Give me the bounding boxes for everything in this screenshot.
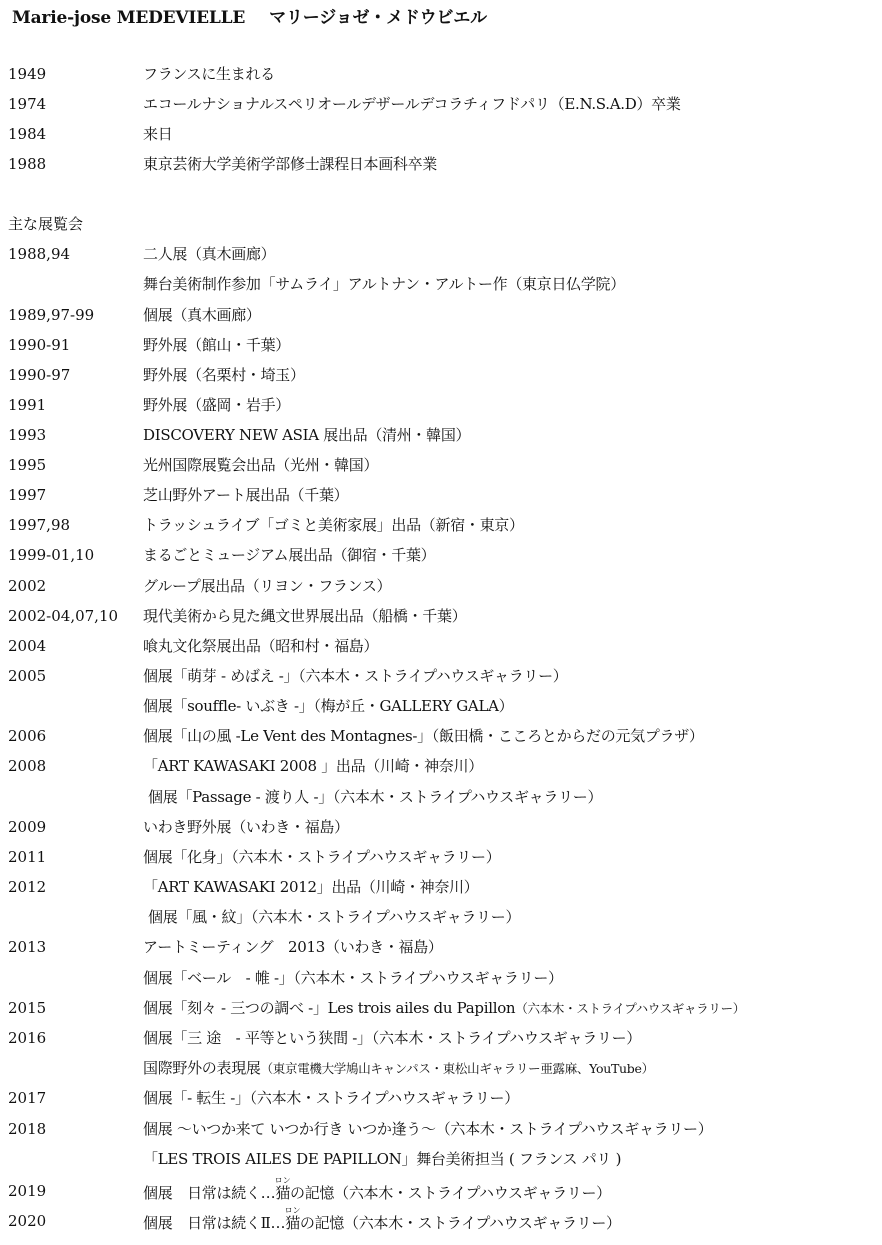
exhibition-year: 1988,94 [8,245,71,263]
exhibition-row [0,721,882,751]
exhibition-year: 2006 [8,727,47,745]
exhibition-text: 「LES TROIS AILES DE PAPILLON」舞台美術担当 ( フランス パリ ) [143,1150,622,1168]
exhibition-text: 現代美術から見た縄文世界展出品（船橋・千葉） [143,607,467,625]
exhibition-text: 舞台美術制作参加「サムライ」アルトナン・アルトー作（東京日仏学院） [143,275,625,293]
exhibition-row [0,390,882,420]
exhibition-row [0,631,882,661]
bio-year: 1974 [8,95,47,113]
ruby-base: 猫 [274,1184,291,1202]
exhibition-year: 2002 [8,577,47,595]
exhibition-year: 2011 [8,848,47,866]
exhibition-row [0,360,882,390]
exhibition-text: いわき野外展（いわき・福島） [143,818,349,836]
exhibition-text: トラッシュライブ「ゴミと美術家展」出品（新宿・東京） [143,516,524,534]
exhibition-text: 野外展（館山・千葉） [143,336,291,354]
exhibition-year: 1999-01,10 [8,546,95,564]
exhibition-text: 「ART KAWASAKI 2012」出品（川崎・神奈川） [143,878,479,896]
exhibition-year: 2017 [8,1089,47,1107]
exhibition-year: 2009 [8,818,47,836]
exhibition-row [0,1083,882,1113]
exhibition-row [0,269,882,299]
exhibition-year: 2005 [8,667,47,685]
exhibition-text: 個展 ～いつか来て いつか行き いつか逢う～（六本木・ストライプハウスギャラリー） [143,1120,713,1138]
ruby-base: 猫 [284,1214,301,1232]
exhibition-text-before: 個展 日常は続くⅡ… [143,1214,286,1232]
exhibition-text: 個展「三 途 - 平等という狭間 -」（六本木・ストライプハウスギャラリー） [143,1029,641,1047]
bio-row [0,59,882,89]
exhibition-year: 2008 [8,757,47,775]
exhibition-row [0,480,882,510]
exhibition-row [0,601,882,631]
exhibition-year: 1993 [8,426,47,444]
exhibition-year: 2004 [8,637,47,655]
bio-row [0,89,882,119]
exhibition-text: 個展「- 転生 -」（六本木・ストライプハウスギャラリー） [143,1089,519,1107]
exhibition-row [0,902,882,932]
exhibition-text-after: の記憶（六本木・ストライプハウスギャラリー） [290,1184,611,1202]
exhibition-year: 1997 [8,486,47,504]
exhibition-row [0,239,882,269]
exhibition-year: 2018 [8,1120,47,1138]
exhibition-text: 個展「風・紋」（六本木・ストライプハウスギャラリー） [148,908,521,926]
exhibition-year: 1995 [8,456,47,474]
exhibition-text: 個展「souffle- いぶき -」（梅が丘・GALLERY GALA） [143,697,514,715]
exhibition-text: 芝山野外アート展出品（千葉） [143,486,349,504]
bio-text: 東京芸術大学美術学部修士課程日本画科卒業 [143,155,438,173]
ruby-reading: ロン [284,1206,301,1215]
exhibition-row [0,1206,882,1236]
exhibition-text: 光州国際展覧会出品（光州・韓国） [143,456,379,474]
exhibition-row [0,782,882,812]
exhibition-row [0,450,882,480]
exhibition-text [143,993,745,1024]
exhibition-text: 二人展（真木画廊） [143,245,276,263]
exhibition-text-main: 個展「刻々 - 三つの調べ -」Les trois ailes du Papillon [143,999,516,1017]
bio-text: エコールナショナルスペリオールデザールデコラチィフドパリ（E.N.S.A.D）卒業 [143,95,681,113]
exhibition-text: 個展「Passage - 渡り人 -」（六本木・ストライプハウスギャラリー） [148,788,603,806]
bio-text: 来日 [143,125,173,143]
ruby-reading: ロン [274,1176,291,1185]
exhibition-row [0,540,882,570]
exhibition-text: 個展「山の風 -Le Vent des Montagnes-」（飯田橋・こころとからだの元気プラザ） [143,727,704,745]
page-title [12,3,487,28]
artist-name-katakana: マリージョゼ・メドウビエル [269,8,487,28]
exhibition-row [0,571,882,601]
ruby-word [284,1206,301,1232]
ruby-word [274,1176,291,1202]
exhibition-year: 2020 [8,1212,47,1230]
exhibition-text: 個展「萌芽 - めばえ -」（六本木・ストライプハウスギャラリー） [143,667,568,685]
exhibition-text: まるごとミュージアム展出品（御宿・千葉） [143,546,436,564]
exhibition-row [0,993,882,1023]
exhibition-venue-small: （東京電機大学鳩山キャンパス・東松山ギャラリー亜露麻、YouTube） [260,1061,654,1076]
exhibition-row [0,510,882,540]
exhibition-year: 1989,97-99 [8,306,95,324]
bio-year: 1949 [8,65,47,83]
exhibition-year: 2002-04,07,10 [8,607,119,625]
exhibition-row [0,1144,882,1174]
exhibition-text-main: 国際野外の表現展 [143,1059,261,1077]
exhibition-row [0,963,882,993]
exhibition-row [0,812,882,842]
bio-year: 1984 [8,125,47,143]
exhibition-year: 2015 [8,999,47,1017]
exhibition-text: 野外展（盛岡・岩手） [143,396,291,414]
exhibition-row [0,420,882,450]
exhibition-year: 1990-91 [8,336,71,354]
exhibition-row [0,1023,882,1053]
exhibition-text: 個展「ベール - 帷 -」（六本木・ストライプハウスギャラリー） [143,969,563,987]
exhibition-year: 1990-97 [8,366,71,384]
exhibition-row [0,842,882,872]
bio-row [0,119,882,149]
exhibition-text-before: 個展 日常は続く… [143,1184,276,1202]
exhibition-text [143,1176,611,1208]
exhibition-text [143,1206,621,1238]
exhibition-row [0,872,882,902]
exhibition-year: 2019 [8,1182,47,1200]
exhibition-text: 「ART KAWASAKI 2008 」出品（川崎・神奈川） [143,757,483,775]
exhibition-year: 2012 [8,878,47,896]
exhibition-year: 1997,98 [8,516,71,534]
exhibition-text: 個展（真木画廊） [143,306,261,324]
exhibition-year: 2013 [8,938,47,956]
exhibition-row [0,932,882,962]
exhibition-text: 個展「化身」（六本木・ストライプハウスギャラリー） [143,848,501,866]
exhibition-text: DISCOVERY NEW ASIA 展出品（清州・韓国） [143,426,471,444]
exhibitions-heading: 主な展覧会 [8,215,84,233]
exhibition-text [143,1053,654,1084]
exhibition-year: 1991 [8,396,47,414]
bio-row [0,149,882,179]
bio-text: フランスに生まれる [143,65,275,83]
exhibition-text-after: の記憶（六本木・ストライプハウスギャラリー） [299,1214,621,1232]
exhibition-row [0,1053,882,1083]
exhibition-text: 喰丸文化祭展出品（昭和村・福島） [143,637,379,655]
exhibition-row [0,691,882,721]
exhibition-row [0,661,882,691]
exhibition-row [0,330,882,360]
exhibition-row [0,1176,882,1206]
exhibition-row [0,751,882,781]
exhibition-venue-small: （六本木・ストライプハウスギャラリー） [515,1001,745,1016]
exhibition-text: 野外展（名栗村・埼玉） [143,366,305,384]
exhibition-text: アートミーティング 2013（いわき・福島） [143,938,443,956]
exhibition-year: 2016 [8,1029,47,1047]
artist-name-latin: Marie-jose MEDEVIELLE [12,8,246,28]
bio-year: 1988 [8,155,47,173]
exhibition-row [0,1114,882,1144]
exhibition-row [0,300,882,330]
exhibition-text: グループ展出品（リヨン・フランス） [143,577,392,595]
